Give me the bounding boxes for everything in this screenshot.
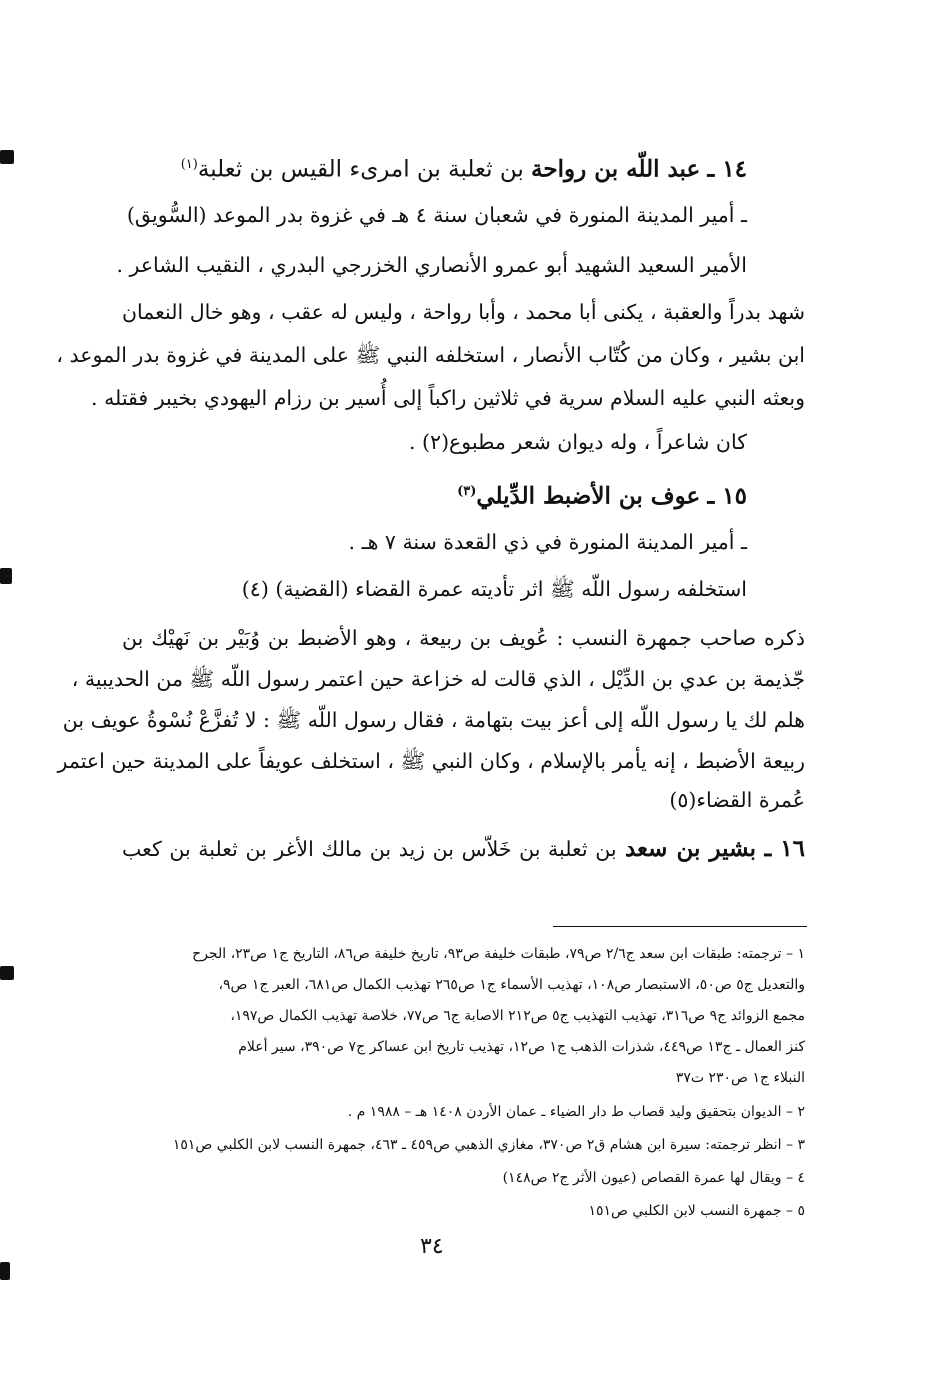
footnote-4: ٤ – ويقال لها عمرة القصاص (عيون الأثر ج٢ ص١٤٨): [502, 1170, 805, 1186]
scan-mark-4: [0, 1262, 10, 1280]
page-number: ٣٤: [420, 1234, 444, 1259]
entry-15-line-7: عُمرة القضاء(٥): [669, 788, 805, 812]
footnote-2: ٢ – الديوان بتحقيق وليد قصاب ط دار الضياء ـ عمان الأردن ١٤٠٨ هـ – ١٩٨٨ م .: [347, 1104, 805, 1120]
entry-16-heading: [122, 834, 805, 864]
scan-mark-2: [0, 568, 12, 584]
entry-15-line-1: ـ أمير المدينة المنورة في ذي القعدة سنة ٧ هـ .: [348, 530, 747, 554]
footnote-separator: [553, 926, 807, 927]
entry-14-line-3: شهد بدراً والعقبة ، يكنى أبا محمد ، وأبا رواحة ، وليس له عقب ، وهو خال النعمان: [122, 300, 805, 324]
footnote-1-line-4: كنز العمال ـ ج١٣ ص٤٤٩، شذرات الذهب ج١ ص١٢، تهذيب تاريخ ابن عساكر ج٧ ص٣٩٠، سير أعلام: [238, 1039, 805, 1055]
entry-14-heading: [181, 150, 747, 185]
scan-mark-1: [0, 150, 14, 164]
entry-15-line-3: ذكره صاحب جمهرة النسب : عُويف بن ربيعة ، وهو الأضبط بن وُبَيْر بن نَهيْك بن: [122, 626, 805, 650]
footnote-3: ٣ – انظر ترجمته: سيرة ابن هشام ق٢ ص٣٧٠، مغازي الذهبي ص٤٥٩ ـ ٤٦٣، جمهرة النسب لابن الكلبي ص١٥١: [172, 1137, 805, 1153]
entry-15-footnote-ref: (٣): [457, 484, 477, 499]
entry-15-line-4: جّذيمة بن عدي بن الدِّيْل ، الذي قالت له خزاعة حين اعتمر رسول اللّه ﷺ من الحديبية ،: [71, 667, 805, 691]
entry-15-name: عوف بن الأضبط الدِّيلي: [476, 482, 701, 510]
entry-15-line-5: هلم لك يا رسول اللّه إلى أعز بيت بتهامة ، فقال رسول اللّه ﷺ : لا تُفزَّعْ نُسْوةُ عويف بن: [62, 708, 805, 732]
entry-14-line-6: كان شاعراً ، وله ديوان شعر مطبوع(٢) .: [409, 430, 747, 454]
entry-15-line-2: استخلفه رسول اللّه ﷺ اثر تأديته عمرة القضاء (القضية) (٤): [241, 577, 747, 601]
entry-15-line-6: ربيعة الأضبط ، إنه يأمر بالإسلام ، وكان النبي ﷺ ، استخلف عويفاً على المدينة حين اعتمر: [57, 749, 805, 773]
scan-mark-3: [0, 966, 14, 980]
entry-15-number: ١٥ ـ: [707, 482, 747, 510]
entry-14-line-4: ابن بشير ، وكان من كُتّاب الأنصار ، استخلفه النبي ﷺ على المدينة في غزوة بدر الموعد ،: [56, 343, 805, 367]
entry-16-name: بشير بن سعد: [624, 835, 757, 862]
entry-14-number: ١٤ ـ: [707, 155, 747, 183]
footnote-1-line-2: والتعديل ج٥ ص٥٠، الاستبصار ص١٠٨، تهذيب الأسماء ج١ ص٢٦٥ تهذيب الكمال ص٦٨١، العبر ج١ ص٩،: [218, 977, 805, 993]
entry-16-number: ١٦ ـ: [764, 835, 806, 862]
entry-14-line-2: الأمير السعيد الشهيد أبو عمرو الأنصاري الخزرجي البدري ، النقيب الشاعر .: [116, 253, 747, 277]
footnote-5: ٥ – جمهرة النسب لابن الكلبي ص١٥١: [588, 1203, 805, 1219]
footnote-1-line-5: النبلاء ج١ ص٢٣٠ ت٣٧: [675, 1070, 805, 1086]
entry-14-line-5: وبعثه النبي عليه السلام سرية في ثلاثين راكباً إلى أُسير بن رزام اليهودي بخيبر فقتله .: [91, 386, 805, 410]
entry-14-name: عبد اللّه بن رواحة: [531, 155, 701, 183]
entry-14-footnote-ref: (١): [180, 157, 198, 172]
entry-15-heading: [457, 477, 747, 512]
entry-14-line-1: ـ أمير المدينة المنورة في شعبان سنة ٤ هـ في غزوة بدر الموعد (السُّويق): [126, 203, 747, 227]
footnote-1-line-1: ١ – ترجمته: طبقات ابن سعد ج٢/٦ ص٧٩، طبقات خليفة ص٩٣، تاريخ خليفة ص٨٦، التاريخ ج١ ص٢٣، الجرح: [192, 946, 805, 962]
entry-16-lineage: بن ثعلبة بن خَلاّس بن زيد بن مالك الأغر بن ثعلبة بن كعب: [122, 837, 617, 861]
entry-14-lineage: بن ثعلبة بن امرىء القيس بن ثعلبة: [197, 156, 524, 183]
footnote-1-line-3: مجمع الزوائد ج٩ ص٣١٦، تهذيب التهذيب ج٥ ص٢١٢ الاصابة ج٦ ص٧٧، خلاصة تهذيب الكمال ص١٩٧،: [230, 1008, 805, 1024]
